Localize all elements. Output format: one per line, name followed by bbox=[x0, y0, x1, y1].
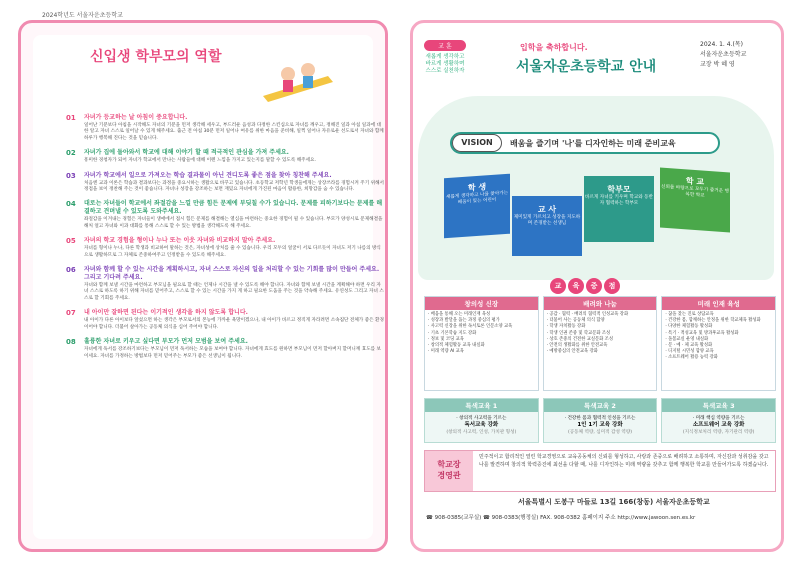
left-title: 신입생 학부모의 역할 bbox=[90, 49, 222, 65]
block-title: 학 교 bbox=[685, 176, 705, 187]
role-item bbox=[66, 338, 384, 360]
motto-box bbox=[424, 40, 466, 75]
philosophy-text: 민주적이고 합리적인 열린 학교경영으로 교육공동체의 신뢰를 형성하고, 사랑과 존중으로 배려하고 소통하며, 자신감과 성취감을 갖고 나를 발견하며 창의적 학력증진에 최선을 다할 때, 나를 디자인하는 미래 역량을 갖추고 함께 행복한 학교를 만들어가도록 하겠습니다. bbox=[479, 454, 769, 468]
role-item bbox=[66, 266, 384, 302]
item-number: 02 bbox=[66, 149, 76, 158]
item-number: 01 bbox=[66, 114, 76, 122]
item-number: 04 bbox=[66, 200, 76, 209]
column-line: · 특기 · 적성교육 및 방과후교육 활성화 bbox=[665, 330, 739, 336]
block-school bbox=[660, 168, 730, 233]
role-list bbox=[66, 114, 384, 367]
item-number: 08 bbox=[66, 338, 76, 347]
item-heading: 자녀가 등교하는 날 아침이 중요합니다. bbox=[84, 114, 188, 121]
item-body: 좌절감을 이겨내는 경험은 자녀들이 생애에서 접시 힘든 문제를 해결해는 열심을 마련하는 중요한 경험이 될 수 있습니다. 부모가 양성시로 문제해결을 해처 얼고 자녀와 이과 대화를 통해 스스로 할 수 있는 방법을 생각해도록 해 주세요. bbox=[84, 217, 383, 229]
special-head: 특색교육 3 bbox=[662, 399, 775, 412]
school-title: 서울자운초등학교 안내 bbox=[516, 59, 657, 75]
focus-circle: 교 bbox=[550, 278, 566, 294]
role-item bbox=[66, 200, 384, 230]
column-line: · 상호 존중의 건전한 교실문화 조성 bbox=[546, 336, 613, 342]
column-line: · 돌봄교실 운영 내실화 bbox=[665, 336, 709, 342]
item-heading: 내 아이만 잘하면 된다는 이기적인 생각을 하지 않도록 합니다. bbox=[84, 309, 248, 317]
column-line: · 학생 인권 존중 및 학교문화 조성 bbox=[546, 330, 611, 336]
motto-line: 스스로 실천하자 bbox=[425, 68, 465, 74]
column-line: · 정보 및 코딩 교육 bbox=[428, 336, 464, 342]
principal: 교장 박 혜 영 bbox=[700, 61, 735, 68]
special-note: (공동체 역량, 심미적 감성 역량) bbox=[567, 430, 633, 435]
column-head: 배려와 나눔 bbox=[544, 297, 657, 310]
column-line: · 기초 기본학습 지도 강화 bbox=[428, 330, 477, 336]
focus-columns bbox=[424, 296, 776, 391]
item-body: 자녀를 형이나 누나, 다른 학생과 비교하여 말하는 것은, 자녀성에 상처를 줄 수 있습니다. 우리 모두의 얼굴이 서로 다르듯이 자녀도 저기 나름의 방식으로 생활하므로 그 자체로 존중하여주고 인정받을 수 있도록 해주세요. bbox=[84, 246, 381, 258]
item-body: 자녀에게 독서를 강조하기보다는 부모님이 먼저 독서하는 모습을 보여야 합니다. 자녀에게 효도를 원하면 부모님이 먼저 할아버지 할머니께 효도를 보이세요. 자녀를 가정하는 방법보다 먼저 믿어주는 부모가 좋은 선생님이 됩니다. bbox=[84, 347, 381, 359]
special-line: · 미래 핵심 역량을 기르는 bbox=[692, 416, 745, 421]
item-heading: 자녀와 함께 할 수 있는 시간을 계획하시고, 자녀 스스로 자신의 일을 처리할 수 있는 기회를 많이 만들어 주세요. 그리고 기다려 주세요. bbox=[84, 266, 380, 282]
special-main: 1인 1기 교육 강화 bbox=[577, 422, 623, 428]
motto-line: 바르게 생활하며 bbox=[425, 61, 465, 67]
date: 2024. 1. 4.(목) bbox=[700, 41, 743, 48]
item-number: 06 bbox=[66, 266, 76, 275]
contact: ☎ 908-0385(교무실) ☎ 908-0383(행정실) FAX. 908-0382 홈페이지 주소 http://www.jawoon.sen.es.kr bbox=[426, 515, 696, 521]
block-sub: 제미있게 가르치고 성장을 지도하며 존경받는 선생님 bbox=[513, 215, 581, 226]
item-heading: 자녀가 학교에서 일으로 가져오는 학습 결과물이 아닌 견디도록 좋은 점을 찾아 칭찬해 주세요. bbox=[84, 171, 332, 179]
item-heading: 자녀의 학교 경험을 형이나 누나 또는 이웃 자녀와 비교하지 말아 주세요. bbox=[84, 237, 276, 245]
item-body: 일어난 기분보다 아침을 시작해도 자녀의 기분을 먼저 생각해 세우고, 부드러운 음성과 다정한 스킨십으로 자녀를 깨우고, 정해진 일과 아침 일과에 대한 알고 자녀 스스로 일어날 수 있게 해주세요. 출근 전 아침 30분 먼저 일어나 여유를 위한 마음을 준비해, 일찍 일어나 자유로운 선도로서 자녀와 함께 하루가 행복해 진다는 것을 믿습니다. bbox=[84, 123, 384, 141]
focus-circles bbox=[550, 278, 620, 294]
special-note: (지식정보처리 역량, 자기관리 역량) bbox=[682, 430, 755, 435]
role-item bbox=[66, 309, 384, 331]
item-body: 흥미한 경청자가 되어 자녀가 학교에서 만나는 사람들에 대해 이렌 느낌을 가지고 있는지를 말할 수 있도록 해주세요. bbox=[84, 158, 316, 164]
sender: 서울자운초등학교 bbox=[700, 51, 747, 58]
item-heading: 훌륭한 자녀로 키우고 싶다면 부모가 먼저 모범을 보여 주세요. bbox=[84, 338, 248, 346]
motto-line: 새롭게 생각하고 bbox=[425, 54, 465, 60]
special-box bbox=[424, 398, 539, 443]
vision-text: 배움을 즐기며 '나'를 디자인하는 미래 준비교육 bbox=[510, 139, 676, 148]
focus-circle: 점 bbox=[604, 278, 620, 294]
block-title: 교 사 bbox=[537, 205, 557, 214]
block-sub: 바르게 자녀를 키우며 학교와 동반자 협력하는 학부모 bbox=[585, 195, 653, 206]
special-main: 소프트웨어 교육 강화 bbox=[692, 422, 745, 428]
column-line: · 성장과 발달을 돕는 과정 중심의 평가 bbox=[428, 318, 500, 324]
block-student bbox=[444, 174, 510, 239]
item-body: 내 아이가 다른 아이보다 앞섰으면 하는 생각은 부모로서의 본능에 가까운 욕망이겠으나, 내 아이가 바르고 정직게 자라려면 소속집단 전체가 좋은 환경이어야 합니다. 더불어 살아가는 공동체 의식을 심어 주어야 합니다. bbox=[84, 318, 384, 330]
focus-column bbox=[424, 296, 539, 391]
column-head: 미래 인재 육성 bbox=[662, 297, 775, 310]
column-line: · 더불어 사는 공동체 의식 함양 bbox=[546, 318, 605, 324]
block-sub: 신뢰를 바탕으로 모두가 즐거운 행복한 학교 bbox=[661, 184, 729, 199]
column-line: · 문 · 예 · 체 교육 활성화 bbox=[665, 343, 713, 349]
column-line: · 꿈을 찾는 진로 상담교육 bbox=[665, 312, 714, 317]
special-note: (창의적 사고력, 인성, 가치관 형성) bbox=[446, 430, 517, 435]
block-title: 학 생 bbox=[467, 182, 487, 193]
column-line: · 공감 · 협력 · 배려의 협력적 인성교육 강화 bbox=[546, 312, 629, 317]
focus-column bbox=[661, 296, 776, 391]
focus-circle: 중 bbox=[586, 278, 602, 294]
column-line: · 건강한 몸, 함께하는 안정을 위한 학교체육 활성화 bbox=[665, 318, 761, 324]
special-main: 독서교육 강화 bbox=[464, 422, 499, 428]
vision-label: VISION bbox=[452, 134, 502, 152]
column-head: 창의성 신장 bbox=[425, 297, 538, 310]
block-sub: 새롭게 생각하고 나를 찾아가는 배움이 있는 어린이 bbox=[445, 190, 509, 206]
congrats-text: 입학을 축하합니다. bbox=[520, 43, 588, 52]
item-body: 처음엔 교과 이론은 학습과 결과보다는 과정을 중요시하는 생활으로 바꾸고 있습니다. 초등학교 저학년 학생들에게는 상장쓰라를 경험시켜 주기 위해서 정점을 보이 정찬해 주는 것이 좋습니다. 자녀나 성장을 강조하는 보면 재밌요 자녀에게 가진된 마음이 활용한, 희망감을 숨 수 있습니다. bbox=[84, 180, 384, 193]
block-title: 학부모 bbox=[607, 185, 631, 194]
role-item bbox=[66, 149, 384, 164]
column-line: · 다양한 체험활동 활성화 bbox=[665, 324, 713, 330]
focus-circle: 육 bbox=[568, 278, 584, 294]
column-line: · 예방중심의 안전교육 강화 bbox=[546, 349, 598, 355]
address: 서울특별시 도봉구 마들로 13길 166(창동) 서울자운초등학교 bbox=[518, 498, 710, 506]
column-line: · 학생 자치활동 강화 bbox=[546, 324, 586, 330]
column-line: · 창의적 체험활동 교육 내실화 bbox=[428, 343, 485, 349]
special-line: · 건강한 몸과 협력적 인성을 기르는 bbox=[564, 416, 636, 421]
special-box bbox=[661, 398, 776, 443]
item-number: 07 bbox=[66, 309, 76, 318]
focus-column bbox=[543, 296, 658, 391]
block-teacher bbox=[512, 196, 582, 256]
column-line: · 디지털 시민성 함양 교육 bbox=[665, 349, 714, 355]
column-line: · 배움을 통해 오는 미래인재 육성 bbox=[428, 312, 491, 317]
top-note: 2024학년도 서울자운초등학교 bbox=[42, 12, 123, 19]
column-line: · 소프트웨어 활용 능력 강화 bbox=[665, 355, 718, 361]
block-parent bbox=[584, 176, 654, 242]
item-number: 05 bbox=[66, 237, 76, 246]
info-box bbox=[700, 40, 746, 70]
special-line: · 창의적 사고력을 기르는 bbox=[456, 416, 507, 421]
role-item bbox=[66, 172, 384, 194]
item-heading: 대로는 자녀들이 학교에서 좌절감을 느낄 만큼 힘든 문제에 부딪칠 수가 있습니다. 문제를 피하기보다는 문제를 해결하고 견뎌낼 수 있도록 도와주세요. bbox=[84, 200, 383, 216]
principal-philosophy bbox=[424, 450, 776, 492]
column-line: · 사고력 신장을 위한 독서토론 인문소양 교육 bbox=[428, 324, 513, 330]
special-box bbox=[543, 398, 658, 443]
motto-tag: 교 훈 bbox=[424, 40, 466, 51]
role-item bbox=[66, 114, 384, 142]
special-head: 특색교육 1 bbox=[425, 399, 538, 412]
item-heading: 자녀가 집에 돌아와서 학교에 대해 이야기 할 때 적극적인 관심을 가져 주세요. bbox=[84, 149, 289, 157]
item-number: 03 bbox=[66, 171, 76, 180]
kids-illustration bbox=[258, 56, 338, 106]
item-body: 자녀와 함께 보낼 시간을 마련하고 부모님을 필요로 할 때는 언제나 시간을 낼 수 있도록 해야 합니다. 자녀와 함께 보낼 시간을 계획해야 하면 우리 자녀 스스로 하도록 하기 위해 자녀를 믿어주고, 스스로 할 수 있는 시간을 가지 게 하고 필요한 도움을 주는 것을 약속해 주세요. 유연성도 그리고 자녀 스스로 할 기회를 주세요. bbox=[84, 283, 384, 301]
special-columns bbox=[424, 398, 776, 443]
role-item bbox=[66, 237, 384, 259]
column-line: · 안전의 생활화를 위한 안전교육 bbox=[546, 343, 608, 349]
special-head: 특색교육 2 bbox=[544, 399, 657, 412]
philosophy-label: 학교장 경영관 bbox=[425, 451, 473, 491]
column-line: · 미래 역량 AI 교육 bbox=[428, 349, 464, 355]
